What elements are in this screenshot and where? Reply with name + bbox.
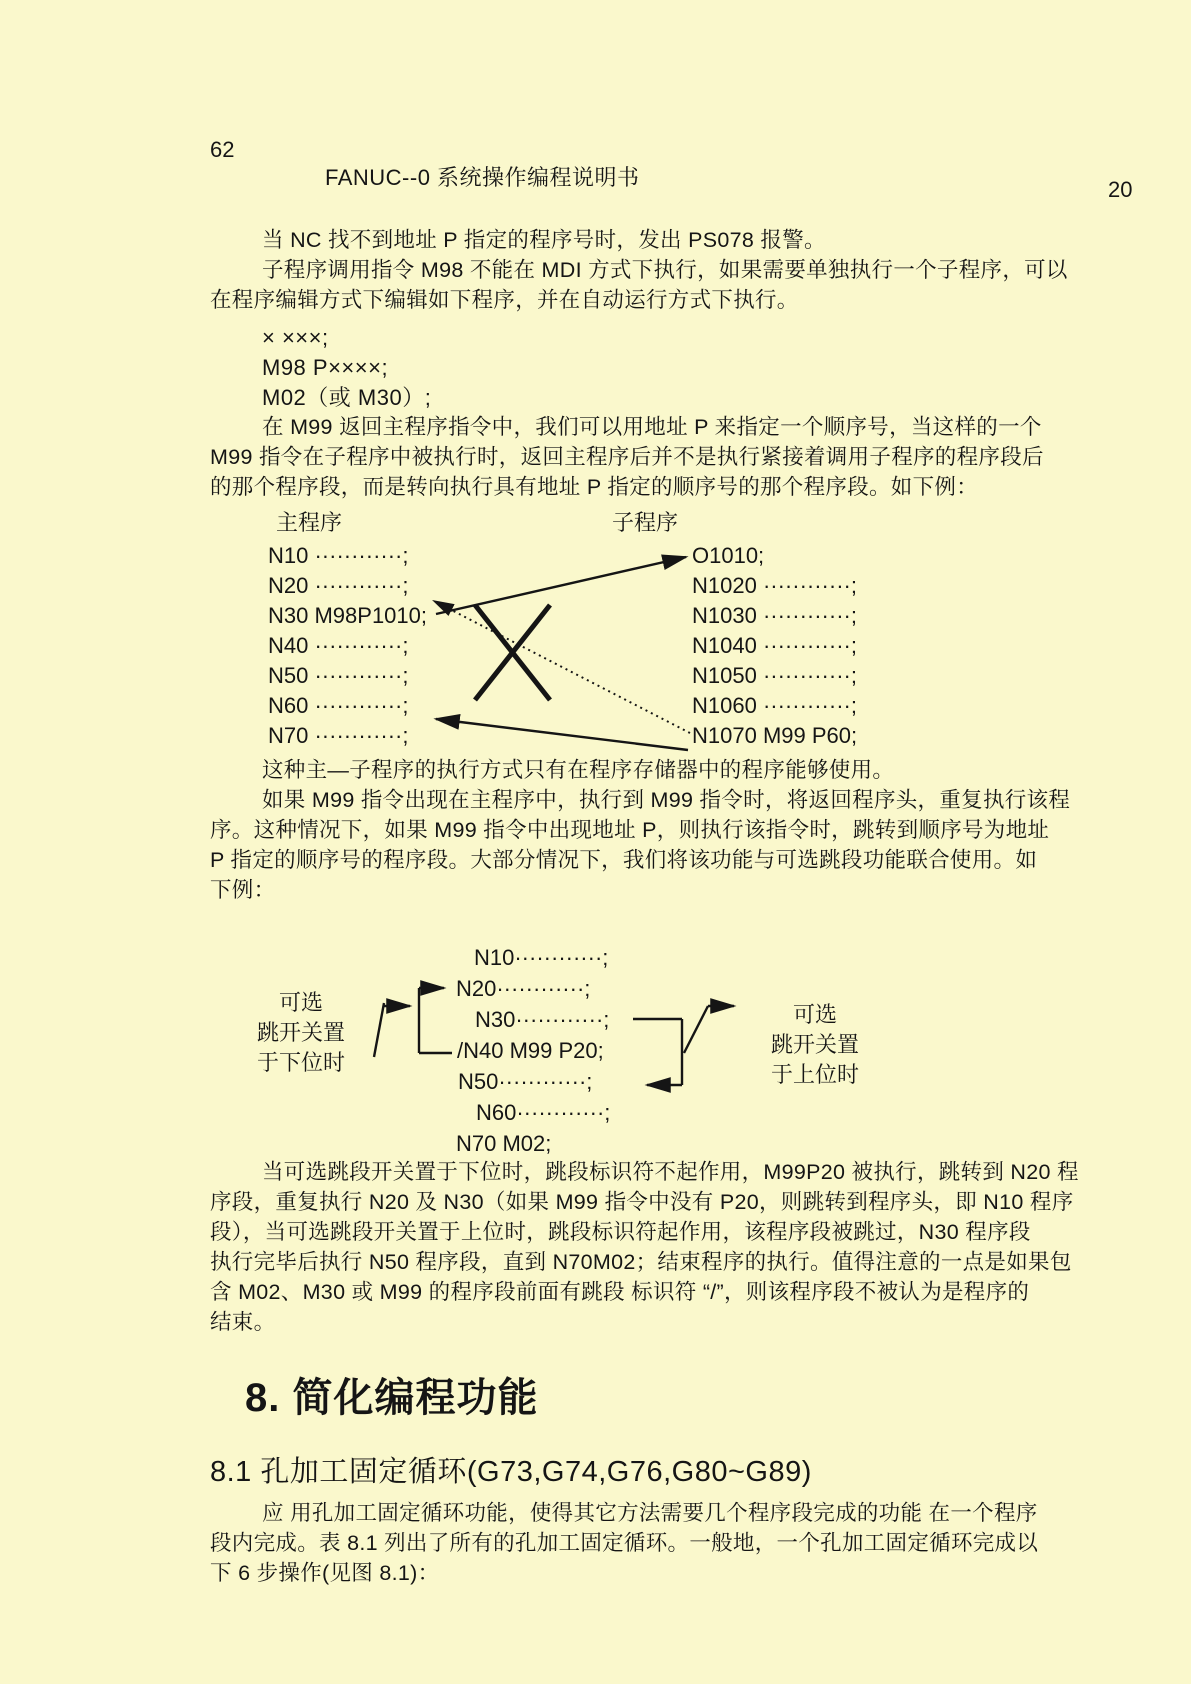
program-line: N1030 ············; xyxy=(692,603,857,628)
page-number-right: 20 xyxy=(1108,177,1133,202)
label-line: 跳开关置 xyxy=(770,1032,859,1057)
main-program-title: 主程序 xyxy=(276,510,343,535)
program-line: N70 M02; xyxy=(456,1131,552,1156)
program-line: N70 ············; xyxy=(268,723,409,748)
program-line: N10 ············; xyxy=(268,543,409,568)
paragraph-line: 下例： xyxy=(210,878,276,902)
paragraph-line: 当 NC 找不到地址 P 指定的程序号时，发出 PS078 报警。 xyxy=(262,228,826,252)
code-sample-block xyxy=(262,323,431,413)
paragraph-line: 这种主—子程序的执行方式只有在程序存储器中的程序能够使用。 xyxy=(262,758,895,782)
chapter-heading: 8. 简化编程功能 xyxy=(245,1376,539,1420)
paragraph-line: 下 6 步操作(见图 8.1)： xyxy=(210,1561,440,1585)
program-line: N30············; xyxy=(475,1007,610,1032)
label-line: 跳开关置 xyxy=(256,1020,345,1045)
paragraph-skip-explanation xyxy=(210,1157,1079,1337)
call-arrow xyxy=(436,557,686,614)
label-line: 可选 xyxy=(278,990,323,1015)
paragraph-line: 的那个程序段，而是转向执行具有地址 P 指定的顺序号的那个程序段。如下例： xyxy=(210,475,979,499)
code-line: × ×××; xyxy=(262,325,329,350)
program-line: N20············; xyxy=(456,976,591,1001)
paragraph-m99-main xyxy=(210,755,1070,905)
document-header-title: FANUC--0 系统操作编程说明书 xyxy=(325,165,640,190)
program-line: N40 ············; xyxy=(268,633,409,658)
paragraph-line: 如果 M99 指令出现在主程序中，执行到 M99 指令时，将返回程序头，重复执行该程 xyxy=(262,788,1071,812)
paragraph-line: 执行完毕后执行 N50 程序段，直到 N70M02；结束程序的执行。值得注意的一点是如果包 xyxy=(210,1250,1072,1274)
program-line: O1010; xyxy=(692,543,765,568)
section-heading: 8.1 孔加工固定循环(G73,G74,G76,G80~G89) xyxy=(210,1456,812,1488)
skip-flow-arrows-graphic xyxy=(340,960,780,1110)
paragraph-line: 子程序调用指令 M98 不能在 MDI 方式下执行，如果需要单独执行一个子程序，可以 xyxy=(262,258,1068,282)
label-line: 于上位时 xyxy=(770,1062,859,1087)
paragraph-line: 序。这种情况下，如果 M99 指令中出现地址 P，则执行该指令时，跳转到顺序号为地址 xyxy=(210,818,1050,842)
program-line: N20 ············; xyxy=(268,573,409,598)
skip-slash-left xyxy=(374,1003,384,1057)
paragraph-line: 含 M02、M30 或 M99 的程序段前面有跳段 标识符 “/”，则该程序段不被认为是程序的 xyxy=(210,1280,1030,1304)
program-line: N50 ············; xyxy=(268,663,409,688)
program-line: /N40 M99 P20; xyxy=(457,1038,604,1063)
page-number-left: 62 xyxy=(210,137,235,162)
program-line: N1040 ············; xyxy=(692,633,857,658)
paragraph-line: 应 用孔加工固定循环功能，使得其它方法需要几个程序段完成的功能 在一个程序 xyxy=(262,1501,1038,1525)
program-line: N1070 M99 P60; xyxy=(692,723,858,748)
program-line: N1020 ············; xyxy=(692,573,857,598)
paragraph-canned-cycle xyxy=(210,1498,1038,1588)
paragraph-line: 段内完成。表 8.1 列出了所有的孔加工固定循环。一般地，一个孔加工固定循环完成以 xyxy=(210,1531,1039,1555)
program-line: N1050 ············; xyxy=(692,663,857,688)
paragraph-line: 段），当可选跳段开关置于上位时，跳段标识符起作用，该程序段被跳过，N30 程序段 xyxy=(210,1220,1031,1244)
program-line: N60············; xyxy=(476,1100,611,1125)
code-line: M98 P××××; xyxy=(262,355,389,380)
paragraph-line: 在 M99 返回主程序指令中，我们可以用地址 P 来指定一个顺序号，当这样的一个 xyxy=(262,415,1042,439)
paragraph-line: 结束。 xyxy=(210,1310,276,1334)
paragraph-intro xyxy=(210,225,1068,315)
paragraph-line: 序段，重复执行 N20 及 N30（如果 M99 指令中没有 P20，则跳转到程序头，即 N10 程序 xyxy=(210,1190,1074,1214)
label-line: 可选 xyxy=(792,1002,837,1027)
cross-out-mark xyxy=(475,605,550,700)
program-line: N10············; xyxy=(474,945,609,970)
paragraph-line: 在程序编辑方式下编辑如下程序，并在自动运行方式下执行。 xyxy=(210,288,799,312)
program-line: N50············; xyxy=(458,1069,593,1094)
paragraph-line: P 指定的顺序号的程序段。大部分情况下，我们将该功能与可选跳段功能联合使用。如 xyxy=(210,848,1038,872)
label-line: 于下位时 xyxy=(256,1050,345,1075)
wrong-return-dotted-arrow xyxy=(434,601,690,733)
paragraph-line: M99 指令在子程序中被执行时，返回主程序后并不是执行紧接着调用子程序的程序段后 xyxy=(210,445,1044,469)
call-return-arrows-graphic xyxy=(200,470,760,780)
paragraph-line: 当可选跳段开关置于下位时，跳段标识符不起作用，M99P20 被执行，跳转到 N20 程 xyxy=(262,1160,1079,1184)
code-line: M02（或 M30）; xyxy=(262,385,432,410)
program-line: N60 ············; xyxy=(268,693,409,718)
sub-program-title: 子程序 xyxy=(612,510,679,535)
return-arrow xyxy=(436,719,688,750)
program-line: N1060 ············; xyxy=(692,693,857,718)
skip-slash-right xyxy=(684,1006,708,1053)
program-line: N30 M98P1010; xyxy=(268,603,427,628)
